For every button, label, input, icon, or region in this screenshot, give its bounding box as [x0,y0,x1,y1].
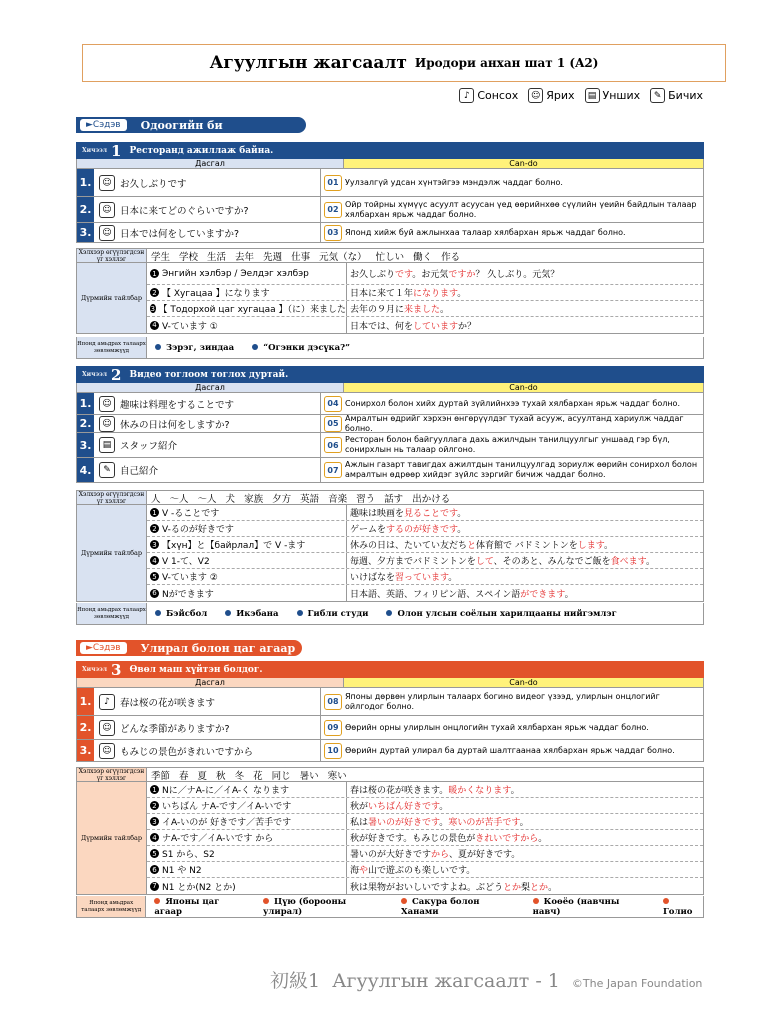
lesson-1-topics [76,337,704,359]
page-title: Агуулгын жагсаалт [209,53,407,73]
exercise-title: 日本では何をしていますか? [120,228,240,240]
lesson-3-header [76,661,704,678]
cando-text: Ойр тойрны хүмүүс асуулт асуусан үед өөрийнхөө сүүлийн үеийн байдлын талаар хялбархан ярьж чаддаг болно. [345,199,697,219]
grammar-number: 2 [150,524,159,533]
lesson-2-column-header [76,383,704,393]
grammar-row: 2 いちばん ナA-です／イA-いです 秋がいちばん好きです。 [147,798,703,814]
lesson-3-row-3 [76,740,704,762]
read-icon: ▤ [585,88,600,103]
footer-title: Агуулгын жагсаалт - 1 [332,970,560,992]
grammar-row: 5 V-ています ② いけばなを習っています。 [147,569,703,585]
lesson-number: 2 [111,365,122,384]
cando-text: Сонирхол болон хийх дуртай зүйлийнхээ тухай хялбархан ярьж чаддаг болно. [345,398,680,408]
cando-number: 07 [324,462,342,478]
theme-title: Улирал болон цаг агаар [140,641,296,655]
grammar-number: 6 [150,865,159,874]
cando-text: Японы дөрвөн улирлын талаарх богино видеог үзээд, улирлын онцлогийг ойлгодог болно. [345,691,660,711]
lesson-2-row-2 [76,415,704,433]
title-box [82,44,726,82]
speak-icon: ☺ [99,175,115,191]
vocab-list: 季節 春 夏 秋 冬 花 同じ 暑い 寒い [151,770,347,782]
grammar-pattern: Nに／ナA-に／イA-く なります [162,786,290,796]
grammar-pattern: V-ています ① [162,321,218,332]
grammar-number: 1 [150,785,159,794]
grammar-number: 1 [150,508,159,517]
grammar-pattern: S1 から、S2 [162,850,215,860]
grammar-pattern: V -ることです [162,509,220,519]
legend-write-label: Бичих [668,89,703,102]
topic-item: Икэбана [225,609,278,619]
topic-item: Олон улсын соёлын харилцааны нийгэмлэг [386,609,616,619]
grammar-number: 5 [150,572,159,581]
grammar-number: 6 [150,589,159,598]
lesson-2-row-3 [76,433,704,458]
grammar-pattern: Nができます [162,589,214,600]
cando-number: 02 [324,202,342,218]
grammar-number: 3 [150,540,159,549]
speak-icon: ☺ [99,202,115,218]
lesson-1-vocab [76,248,704,263]
col-exercise: Дасгал [76,159,344,169]
topic-label: Японд амьдрах талаарх зөвлөмжүүд [77,603,147,624]
grammar-row: 6 Nができます 日本語、英語、フィリピン語、スペイン語ができます。 [147,585,703,601]
exercise-title: 自己紹介 [120,466,159,477]
grammar-row: 7 N1 とか(N2 とか) 秋は果物がおいしいですよね。ぶどうとか梨とか。 [147,878,703,894]
exercise-title: お久しぶりです [120,178,187,190]
topic-item: Японы цаг агаар [154,896,220,917]
grammar-pattern: N1 とか(N2 とか) [162,882,236,893]
legend-listen-label: Сонсох [477,89,519,102]
lesson-2-row-1 [76,393,704,415]
grammar-pattern: ナA-です／イA-いです から [162,834,274,844]
lesson-2-grammar [76,505,704,602]
col-exercise: Дасгал [76,678,344,688]
grammar-row: 4 V 1-て、V2 毎週、夕方までバドミントンをして、そのあと、みんなでご飯を食べます。 [147,553,703,569]
lesson-label: Хичээл [82,666,108,673]
cando-number: 01 [324,175,342,191]
listen-icon: ♪ [99,694,115,710]
grammar-row: 3 イA-いのが 好きです／苦手です 私は暑いのが好きです。寒いのが苦手です。 [147,814,703,830]
exercise-title: 趣味は料理をすることです [120,399,235,411]
lesson-2-topics [76,603,704,625]
grammar-row: 4 ナA-です／イA-いです から 秋が好きです。もみじの景色がきれいですから。 [147,830,703,846]
cando-text: Уулзалгүй удсан хүнтэйгээ мэндэлж чаддаг болно. [345,177,563,187]
topic-item: Цүю (борооны улирал) [262,896,347,917]
theme-title: Одоогийн би [140,118,223,132]
grammar-pattern: V 1-て、V2 [162,557,210,567]
grammar-row: 2 【 Хугацаа 】になります 日本に来て１年になります。 [147,285,703,301]
vocab-label: Хэлхээр өгүүлэгдсэн үг хэллэг [77,768,147,781]
topic-label: Японд амьдрах талаарх зөвлөмжүүд [77,896,146,917]
exercise-title: どんな季節がありますか? [120,723,230,735]
footer-level: 初級1 [270,970,321,992]
legend-read-label: Унших [602,89,641,102]
col-cando: Can-do [344,383,704,393]
lesson-1-header [76,142,704,159]
cando-text: Өөрийн орны улирлын онцлогийн тухай хялбархан ярьж чаддаг болно. [345,722,649,732]
lesson-label: Хичээл [82,371,108,378]
row-number: 2. [77,197,94,222]
lesson-3-topics [76,896,704,918]
speak-icon: ☺ [99,225,115,241]
speak-icon: ☺ [99,416,115,432]
grammar-row: 1 Энгийн хэлбэр / Эелдэг хэлбэр お久しぶりです。お元気ですか？ 久しぶり。元気？ [147,263,703,285]
lesson-1-row-2 [76,197,704,223]
legend-speak-label: Ярих [546,89,575,102]
grammar-pattern: V-ています ② [162,573,218,583]
row-number: 1. [77,393,94,414]
row-number: 3. [77,740,94,761]
lesson-1-row-3 [76,223,704,243]
topic-item: Бэйсбол [155,609,207,619]
cando-text: Ажлын газарт тавигдах ажилтдын танилцуулгад зориулж өөрийн сонирхол болон амралтын өдрөөр хийдэг зүйлс зэргийг бичиж чаддаг болно. [345,460,698,479]
exercise-title: 休みの日は何をしますか? [120,419,230,431]
speak-icon: ☺ [99,743,115,759]
cando-number: 05 [324,416,342,432]
grammar-row: 2 V-るのが好きです ゲームをするのが好きです。 [147,521,703,537]
cando-number: 08 [324,694,342,710]
lesson-3-grammar [76,782,704,895]
write-icon: ✎ [99,462,115,478]
vocab-list: 人 〜人 〜人 犬 家族 夕方 英語 音楽 習う 話す 出かける [151,493,451,505]
lesson-3-row-2 [76,716,704,740]
topic-label: Японд амьдрах талаарх зөвлөмжүүд [77,337,147,358]
footer-copyright: ©The Japan Foundation [571,977,703,990]
grammar-label: Дүрмийн тайлбар [77,263,147,333]
grammar-row: 5 S1 から、S2 暑いのが大好きですから、夏が好きです。 [147,846,703,862]
grammar-pattern: 【 Тодорхой цаг хугацаа 】（に）来ました [158,305,346,315]
theme-banner-2 [76,640,302,656]
legend-speak [528,88,574,103]
grammar-number: 2 [150,288,159,297]
grammar-number: 3 [150,304,155,313]
lesson-1-grammar [76,263,704,334]
lesson-3-row-1 [76,688,704,716]
row-number: 3. [77,223,94,242]
vocab-label: Хэлхээр өгүүлэгдсэн үг хэллэг [77,249,147,262]
topic-item: Зэрэг, зиндаа [155,343,234,353]
cando-text: Японд хийж буй ажлынхаа талаар хялбархан ярьж чаддаг болно. [345,227,626,237]
topic-item: “Огэнки дэсүка?” [252,343,350,353]
cando-text: Амралтын өдрийг хэрхэн өнгөрүүлдэг тухай асууж, асуултанд хариулж чаддаг болно. [345,413,684,433]
grammar-row: 6 N1 や N2 海や山で遊ぶのも楽しいです。 [147,862,703,878]
write-icon: ✎ [650,88,665,103]
grammar-pattern: イA-いのが 好きです／苦手です [162,818,292,828]
grammar-number: 1 [150,269,159,278]
vocab-list: 学生 学校 生活 去年 先週 仕事 元気（な） 忙しい 働く 作る [151,251,461,263]
lesson-1-row-1 [76,169,704,197]
theme-tag: ►Сэдэв [80,642,127,654]
grammar-label: Дүрмийн тайлбар [77,782,147,894]
topic-item: Сакура болон Ханами [401,896,480,917]
theme-tag: ►Сэдэв [80,119,127,131]
speak-icon: ☺ [99,720,115,736]
cando-number: 04 [324,396,342,412]
grammar-row: 1 Nに／ナA-に／イA-く なります 春は桜の花が咲きます。暖かくなります。 [147,782,703,798]
exercise-title: もみじの景色がきれいですから [120,746,254,758]
lesson-2-row-4 [76,458,704,483]
grammar-pattern: いちばん ナA-です／イA-いです [162,802,292,812]
col-cando: Can-do [344,159,704,169]
grammar-row: 3 【хүн】と【байрлал】で V -ます 休みの日は、たいてい友だちと体育館で バドミントンをします。 [147,537,703,553]
cando-number: 06 [324,437,342,453]
legend-write [650,88,703,103]
grammar-number: 4 [150,833,159,842]
lesson-title: Видео тоглоом тоглох дуртай. [129,369,289,380]
row-number: 1. [77,169,94,196]
cando-number: 09 [324,720,342,736]
row-number: 3. [77,433,94,457]
lesson-2-vocab [76,490,704,505]
grammar-number: 5 [150,849,159,858]
lesson-number: 1 [111,141,122,160]
cando-number: 10 [324,743,342,759]
lesson-label: Хичээл [82,147,108,154]
grammar-row: 3 【 Тодорхой цаг хугацаа 】（に）来ました 去年の９月に来ました。 [147,301,703,317]
listen-icon: ♪ [459,88,474,103]
cando-text: Өөрийн дуртай улирал ба дуртай шалтгаанаа хялбархан ярьж чаддаг болно. [345,745,675,755]
lesson-1-column-header [76,159,704,169]
exercise-title: 春は桜の花が咲きます [120,697,216,709]
grammar-number: 4 [150,321,159,330]
lesson-3-vocab [76,767,704,782]
grammar-pattern: V-るのが好きです [162,525,234,535]
col-cando: Can-do [344,678,704,688]
grammar-row: 4 V-ています ① 日本では、何をしていますか？ [147,317,703,333]
exercise-title: スタッフ紹介 [120,441,178,452]
legend-read [585,88,641,103]
topic-item: Гибли студи [297,609,369,619]
row-number: 1. [77,688,94,715]
legend-listen [459,88,518,103]
topic-item: Голио [663,897,703,917]
read-icon: ▤ [99,437,115,453]
page-subtitle: Иродори анхан шат 1 (A2) [414,56,599,70]
grammar-label: Дүрмийн тайлбар [77,505,147,601]
lesson-title: Ресторанд ажиллаж байна. [129,145,274,156]
grammar-number: 7 [150,882,159,891]
grammar-number: 3 [150,817,159,826]
cando-number: 03 [324,225,342,241]
grammar-number: 4 [150,556,159,565]
grammar-pattern: 【 Хугацаа 】になります [162,289,270,299]
vocab-label: Хэлхээр өгүүлэгдсэн үг хэллэг [77,491,147,504]
row-number: 2. [77,415,94,432]
speak-icon: ☺ [528,88,543,103]
exercise-title: 日本に来てどのぐらいですか? [120,205,249,217]
grammar-pattern: Энгийн хэлбэр / Эелдэг хэлбэр [162,268,309,279]
col-exercise: Дасгал [76,383,344,393]
grammar-row: 1 V -ることです 趣味は映画を見ることです。 [147,505,703,521]
skill-legend [459,88,703,103]
speak-icon: ☺ [99,396,115,412]
topic-item: Коөёо (навчны навч) [532,896,620,917]
row-number: 2. [77,716,94,739]
lesson-2-header [76,366,704,383]
theme-banner-1 [76,117,306,133]
lesson-3-column-header [76,678,704,688]
lesson-number: 3 [111,660,122,679]
lesson-title: Өвөл маш хүйтэн болдог. [129,664,263,675]
grammar-pattern: N1 や N2 [162,866,202,876]
row-number: 4. [77,458,94,482]
cando-text: Ресторан болон байгууллага дахь ажилчдын танилцуулгыг уншаад гэр бүл, сонирхлын нь талаар ойлгоно. [345,435,670,454]
grammar-number: 2 [150,801,159,810]
page-footer [270,966,702,993]
grammar-pattern: 【хүн】と【байрлал】で V -ます [162,541,306,551]
